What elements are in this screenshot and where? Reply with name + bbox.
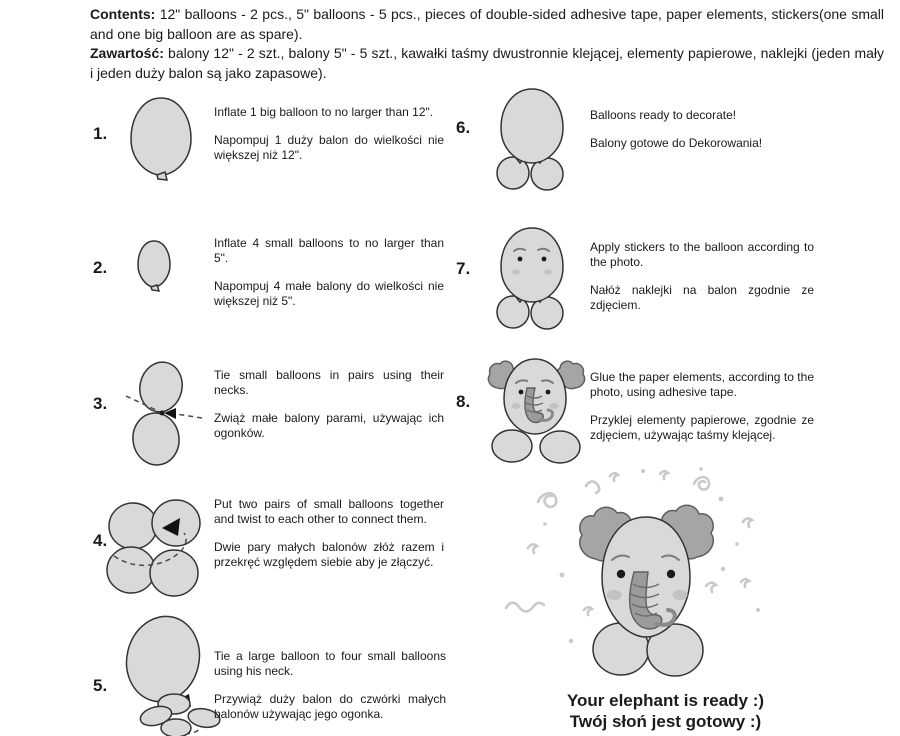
finale-pl: Twój słoń jest gotowy :) <box>569 712 762 731</box>
finale-text <box>538 690 793 732</box>
step-1-number: 1. <box>93 124 108 143</box>
contents-header <box>90 5 884 83</box>
step-4-text <box>214 497 444 570</box>
contents-en-label: Contents: <box>90 6 156 22</box>
contents-en <box>90 5 884 44</box>
step-3-text <box>214 368 444 441</box>
contents-pl <box>90 44 884 83</box>
step-7-number: 7. <box>456 259 471 278</box>
step-3-pl: Zwiąż małe balony parami, używając ich ogonków. <box>214 411 444 440</box>
step-6-pl: Balony gotowe do Dekorowania! <box>590 136 763 150</box>
step-3-en: Tie small balloons in pairs using their necks. <box>214 368 444 397</box>
step-2-en: Inflate 4 small balloons to no larger than 5". <box>214 236 444 265</box>
step-6-number: 6. <box>456 118 471 137</box>
contents-pl-text: balony 12" - 2 szt., balony 5" - 5 szt., kawałki taśmy dwustronnie klejącej, elementy papierowe, naklejki (jeden mały i jeden duży balon są jako zapasowe). <box>90 45 884 81</box>
step-1-text <box>214 105 444 163</box>
contents-en-text: 12" balloons - 2 pcs., 5" balloons - 5 pcs., pieces of double-sided adhesive tape, paper elements, stickers(one small and one big balloon are as spare). <box>90 6 884 42</box>
step-7-en: Apply stickers to the balloon according to the photo. <box>590 240 814 269</box>
step-7-text <box>590 240 814 313</box>
step-5-pl: Przywiąż duży balon do czwórki małych balonów używając jego ogonka. <box>214 692 446 721</box>
step-8-en: Glue the paper elements, according to the photo, using adhesive tape. <box>590 370 814 399</box>
big-balloon-illustration <box>126 96 196 188</box>
step-8-text <box>590 370 814 443</box>
balloon-cluster-illustration <box>106 496 216 606</box>
small-balloon-illustration <box>134 239 174 297</box>
step-5-text <box>214 649 446 722</box>
step-3-number: 3. <box>93 394 108 413</box>
step-2-text <box>214 236 444 309</box>
finished-elephant <box>580 505 713 676</box>
step-2-number: 2. <box>93 258 108 277</box>
step-8-pl: Przyklej elementy papierowe, zgodnie ze zdjęciem, używając taśmy klejącej. <box>590 413 814 442</box>
step-7-pl: Nałóż naklejki na balon zgodnie ze zdjęciem. <box>590 283 814 312</box>
balloon-on-cluster-illustration <box>108 614 226 736</box>
step-8-number: 8. <box>456 392 471 411</box>
step-5-en: Tie a large balloon to four small balloons using his neck. <box>214 649 446 678</box>
step-4-en: Put two pairs of small balloons together and twist to each other to connect them. <box>214 497 444 526</box>
step-4-number: 4. <box>93 531 108 550</box>
step-4-pl: Dwie pary małych balonów złóż razem i przekręć względem siebie aby je złączyć. <box>214 540 444 569</box>
balloon-pair-illustration <box>104 360 222 470</box>
step-6-text <box>590 108 814 151</box>
step-2-pl: Napompuj 4 małe balony do wielkości nie większej niż 5". <box>214 279 444 308</box>
contents-pl-label: Zawartość: <box>90 45 164 61</box>
finished-elephant-with-confetti-illustration <box>500 462 810 682</box>
finale-en: Your elephant is ready :) <box>566 691 765 710</box>
step-1-pl: Napompuj 1 duży balon do wielkości nie większej niż 12". <box>214 133 444 162</box>
balloon-face-illustration <box>492 226 576 330</box>
step-5-number: 5. <box>93 676 108 695</box>
balloon-base-illustration <box>492 87 576 191</box>
elephant-head-illustration <box>478 356 594 468</box>
step-1-en: Inflate 1 big balloon to no larger than 12". <box>214 105 434 119</box>
step-6-en: Balloons ready to decorate! <box>590 108 737 122</box>
